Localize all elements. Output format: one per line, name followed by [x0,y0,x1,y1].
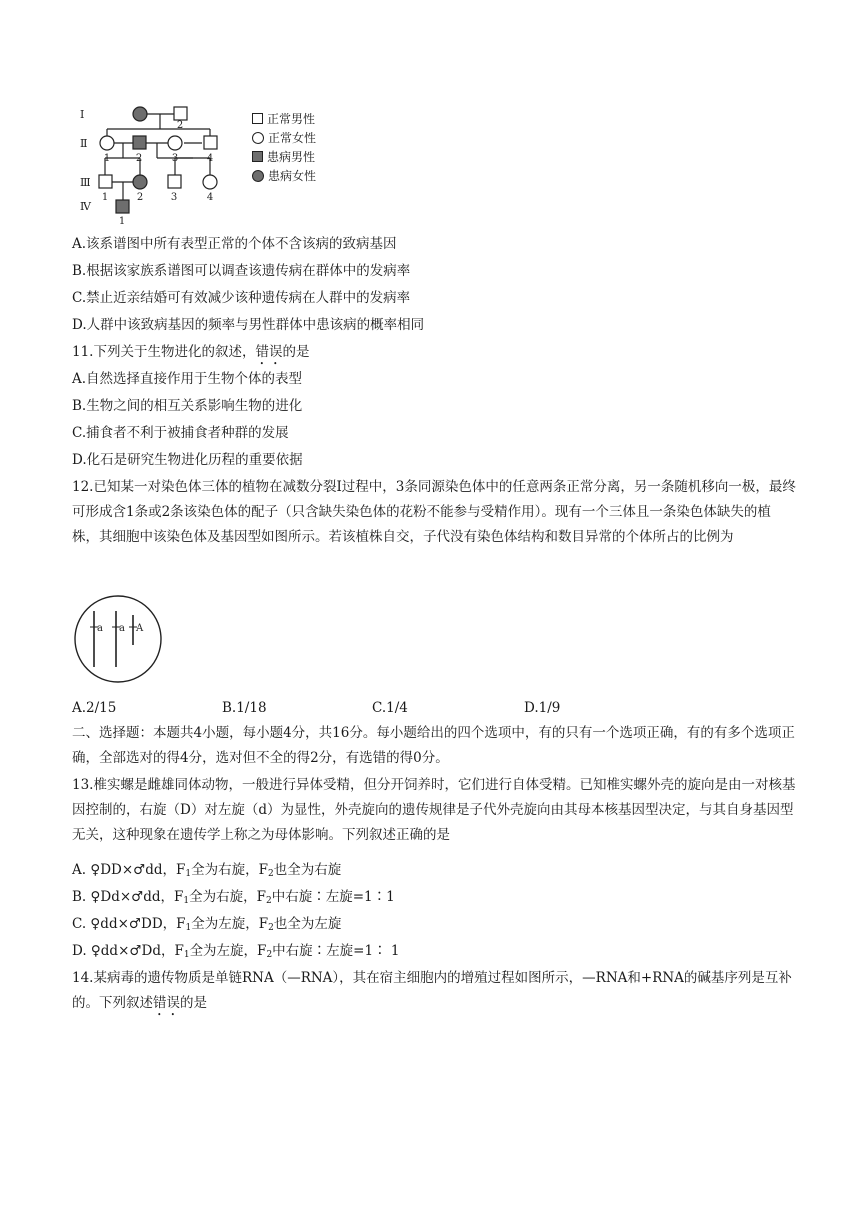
individual-label: 2 [176,120,184,131]
affected-male-icon [133,136,146,149]
individual-label: 4 [206,192,214,203]
individual-label: 4 [206,153,214,164]
affected-female-icon [133,107,147,121]
normal-male-icon [99,175,112,188]
q11-option-a: A.自然选择直接作用于生物个体的表型 [72,371,303,387]
normal-female-icon [203,175,217,189]
q13-stem: 13.椎实螺是雌雄同体动物，一般进行异体受精，但分开饲养时，它们进行自体受精。已知椎实螺外壳的旋向是由一对核基因控制的，右旋（D）对左旋（d）为显性，外壳旋向的遗传规律是子代外壳旋向由其母本核基因型决定，与其自身基因型无关，这种现象在遗传学上称之为母体影响。下列叙述正确的是 [72,777,796,843]
gene-label: A [136,623,144,634]
affected-female-icon [133,175,147,189]
generation-label: Ⅲ [80,176,91,189]
q13-option-c: C. ♀dd×♂DD，$F_1$全为左旋，$F_2$也全为左旋 [72,916,342,933]
individual-label: 1 [118,216,126,226]
gene-label: a [97,623,103,634]
legend-affected-male [252,148,315,165]
q11-stem-text: 11.下列关于生物进化的叙述， [72,344,256,360]
q13-option-b: B. ♀Dd×♂dd，$F_1$全为右旋，$F_2$中右旋∶左旋=1∶1 [72,889,395,906]
pedigree-chart [76,96,246,226]
individual-label: 3 [170,192,178,203]
generation-label: Ⅰ [80,108,85,121]
q12-option-a: A.2/15 [72,700,117,716]
normal-female-icon [100,136,114,150]
q12-option-c: C.1/4 [372,700,408,716]
q10-option-d: D.人群中该致病基因的频率与男性群体中患该病的概率相同 [72,317,425,333]
legend-label: 正常男性 [267,112,316,126]
legend-label: 患病男性 [267,150,316,164]
individual-label: 1 [101,192,109,203]
gene-label: a [119,623,125,634]
legend-label: 正常女性 [268,131,317,145]
q14-emphasis: 错误 [153,995,180,1011]
q10-option-a: A.该系谱图中所有表型正常的个体不含该病的致病基因 [72,236,397,252]
q14-stem: 14.某病毒的遗传物质是单链RNA（—RNA），其在宿主细胞内的增殖过程如图所示，—RNA和+RNA的碱基序列是互补的。下列叙述错误的是 [72,970,792,1011]
q10-option-b: B.根据该家族系谱图可以调查该遗传病在群体中的发病率 [72,263,411,279]
legend-normal-female [252,129,316,146]
generation-label: Ⅳ [80,200,91,213]
normal-male-icon [168,175,181,188]
q12-option-b: B.1/18 [222,700,267,716]
q10-option-c: C.禁止近亲结婚可有效减少该种遗传病在人群中的发病率 [72,290,411,306]
legend-normal-male [252,110,315,127]
generation-label: Ⅱ [80,137,88,150]
affected-female-icon [252,170,264,182]
section-2-instructions: 二、选择题：本题共4小题，每小题4分，共16分。每小题给出的四个选项中，有的只有一个选项正确，有的有多个选项正确，全部选对的得4分，选对但不全的得2分，有选错的得0分。 [72,725,795,766]
q11-emphasis: 错误 [255,344,283,360]
normal-male-icon [174,107,187,120]
individual-label: 2 [135,153,143,164]
q13-option-d: D. ♀dd×♂Dd，$F_1$全为左旋，$F_2$中右旋∶左旋=1∶ 1 [72,943,400,960]
normal-male-icon [204,136,217,149]
q12-option-d: D.1/9 [524,700,561,716]
legend-affected-female [252,167,316,184]
individual-label: 2 [136,192,144,203]
q11-option-d: D.化石是研究生物进化历程的重要依据 [72,452,303,468]
normal-male-icon [252,113,263,124]
affected-male-icon [116,200,129,213]
q11-stem-end: 的是 [282,344,310,360]
q11-option-c: C.捕食者不利于被捕食者种群的发展 [72,425,289,441]
chromosome-cell-diagram [72,593,164,685]
q12-stem: 12.已知某一对染色体三体的植物在减数分裂Ⅰ过程中，3条同源染色体中的任意两条正常分离，另一条随机移向一极，最终可形成含1条或2条该染色体的配子（只含缺失染色体的花粉不能参与受精作用）。现有一个三体且一条染色体缺失的植株，其细胞中该染色体及基因型如图所示。若该植株自交，子代没有染色体结构和数目异常的个体所占的比例为 [72,479,796,545]
normal-female-icon [252,132,264,144]
normal-female-icon [168,136,182,150]
affected-male-icon [252,151,263,162]
q11-stem [72,343,309,368]
q11-option-b: B.生物之间的相互关系影响生物的进化 [72,398,303,414]
q13-option-a: A. ♀DD×♂dd，$F_1$全为右旋，$F_2$也全为右旋 [72,862,342,879]
legend-label: 患病女性 [268,169,317,183]
q12-options [72,700,772,718]
individual-label: 3 [171,153,179,164]
individual-label: 1 [103,153,111,164]
